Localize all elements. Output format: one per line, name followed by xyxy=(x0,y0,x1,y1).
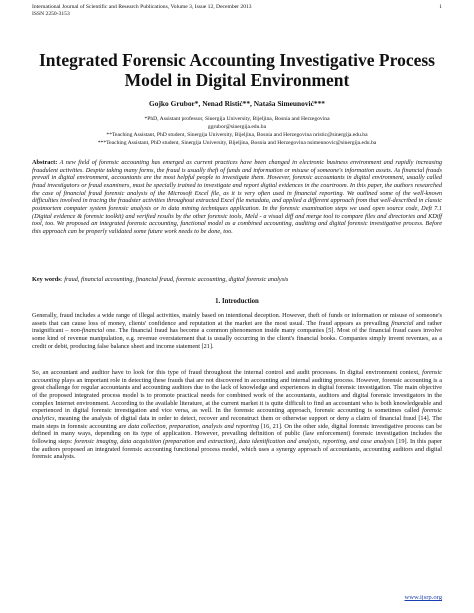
affiliation-1-email: ggrubor@sinergija.edu.ba xyxy=(207,123,267,130)
page-number: 1 xyxy=(439,4,442,10)
text-run: So, an accountant and auditor have to look for this type of fraud throughout the internal control and audit processes. In digital environment context, xyxy=(32,369,423,376)
introduction-paragraph-1 xyxy=(32,312,442,350)
journal-name: International Journal of Scientific and Research Publications, Volume 3, Issue 12, December 2013 xyxy=(32,4,252,10)
text-run: and rather insignificant – xyxy=(32,319,442,335)
affiliation-1: *PhD, Assistant professor, Sinergija University, Bijeljina, Bosnia and Herzegovina xyxy=(144,116,330,122)
paper-title: Integrated Forensic Accounting Investigative Process Model in Digital Environment xyxy=(39,50,435,90)
abstract-label: Abstract: xyxy=(32,159,58,166)
section-heading: 1. Introduction xyxy=(215,298,259,305)
text-run: plays an important role in detecting these frauds that are not discovered in accounting and internal auditing process. However, forensic accounting is a great challenge for regular accountants and accounting auditors due to the lack of knowledge and experiences in digital forensic investigation. The main objective of the proposed integrated process model is to promote practical needs for combined work of the accountants, auditors and digital forensic investigators in the complex Internet environment. According to the available literature, at the current market it is quite difficult to find an accountant who is both knowledgeable and experienced in digital forensic investigation and vice versa, as well. In the forensic accounting approach, forensic accounting is sometimes called xyxy=(32,376,442,415)
emphasis: data collection, preparation, analysis and reporting xyxy=(128,422,260,430)
abstract-text: A new field of forensic accounting has emerged as current practices have been changed in electronic business environment and rapidly increasing fraudulent activities. Despite taking many forms, the fraud is usually theft of funds and information or misuse of someone's information assets. As financial frauds prevail in digital environment, accountants are the most helpful people to investigate them. However, forensic accountants in digital environment, usually called fraud investigators or fraud examiners, must be specially trained to investigate and report digital evidences in the courtroom. In this paper, the authors researched the case of financial fraud forensic analysis of the Microsoft Excel file, as it is very often used in financial reporting. We outlined some of the well-known difficulties involved in tracing the fraudster activities throughout extracted Excel file metadata, and applied a different approach from that well-described in classic postmortem computer system forensic analysis or in data mining techniques application. In the forensic examination steps we used open source code, Deft 7.1 (Digital evidence & forensic toolkit) and verified results by the other forensic tools, Meld - a visual diff and merge tool to compare files and directories and KDiff tool, too. We proposed an integrated forensic accounting, functional model as a combined accounting, auditing and digital forensic investigative process. Before this approach can be properly validated some future work needs to be done, too. xyxy=(32,159,442,235)
text-run: Generally, fraud includes a wide range of illegal activities, mainly based on intentional deception. However, theft of funds or information or misuse of someone's assets that can cause loss of money, clients' confidence and reputation at the market are the most usual. The fraud appears as prevailing xyxy=(32,312,442,327)
text-run: [19]. In this paper the authors proposed an integrated forensic accounting functional process model, which uses a synergy approach of accountants, accounting auditors and digital forensic analysts. xyxy=(32,437,443,461)
keywords-label: Key words xyxy=(32,276,61,283)
emphasis: non-financial xyxy=(70,327,105,335)
text-run: one. The financial fraud has become a common phenomenon inside many companies [5]. Most of the financial fraud cases involve some kind of revenue manipulation, e.g. revenue overstatement that is usually occurring in the client's financial books. Companies simply invent revenues, as a credit or debit, producing false balance sheet and income statement [21]. xyxy=(32,327,442,350)
introduction-paragraph-2 xyxy=(32,369,442,461)
affiliation-2: **Teaching Assistant, PhD student, Sinergija University, Bijeljina, Bosnia and Herzegovina nristic@sinergija.edu.ba xyxy=(106,132,368,138)
text-run: [16, 21]. On the other side, digital forensic investigative process can be defined in many ways, depending on its type of application. However, prevailing definition of public (law enforcement) forensic investigation includes the following steps: xyxy=(32,422,442,445)
emphasis: forensic accounting xyxy=(32,369,442,384)
emphasis: forensic analytics xyxy=(32,407,442,422)
keywords xyxy=(32,276,442,284)
emphasis: financial xyxy=(391,319,414,327)
running-header xyxy=(32,4,442,18)
emphasis: forensic imaging, data acquisition (preparation and extraction), data identification and analysis, reporting, and case analysis xyxy=(74,437,395,445)
author-list: Gojko Grubor*, Nenad Ristić**, Nataša Simeunović*** xyxy=(149,99,325,108)
issn: ISSN 2250-3153 xyxy=(32,11,70,17)
affiliation-3: ***Teaching Assistant, PhD student, Sinergija University, Bijeljina, Bosnia and Herzegovina nsimeunovic@sinergija.edu.ba xyxy=(97,140,377,146)
abstract xyxy=(32,159,442,236)
text-run: , meaning the analysis of digital data in order to detect, recover and reconstruct them or otherwise support or deny a claim of financial fraud [14]. The main steps in forensic accounting are xyxy=(32,414,442,430)
keywords-text: : fraud, financial accounting, financial fraud, forensic accounting, digital forensic analysis xyxy=(60,276,289,283)
journal-url-link[interactable]: www.ijsrp.org xyxy=(404,594,442,601)
